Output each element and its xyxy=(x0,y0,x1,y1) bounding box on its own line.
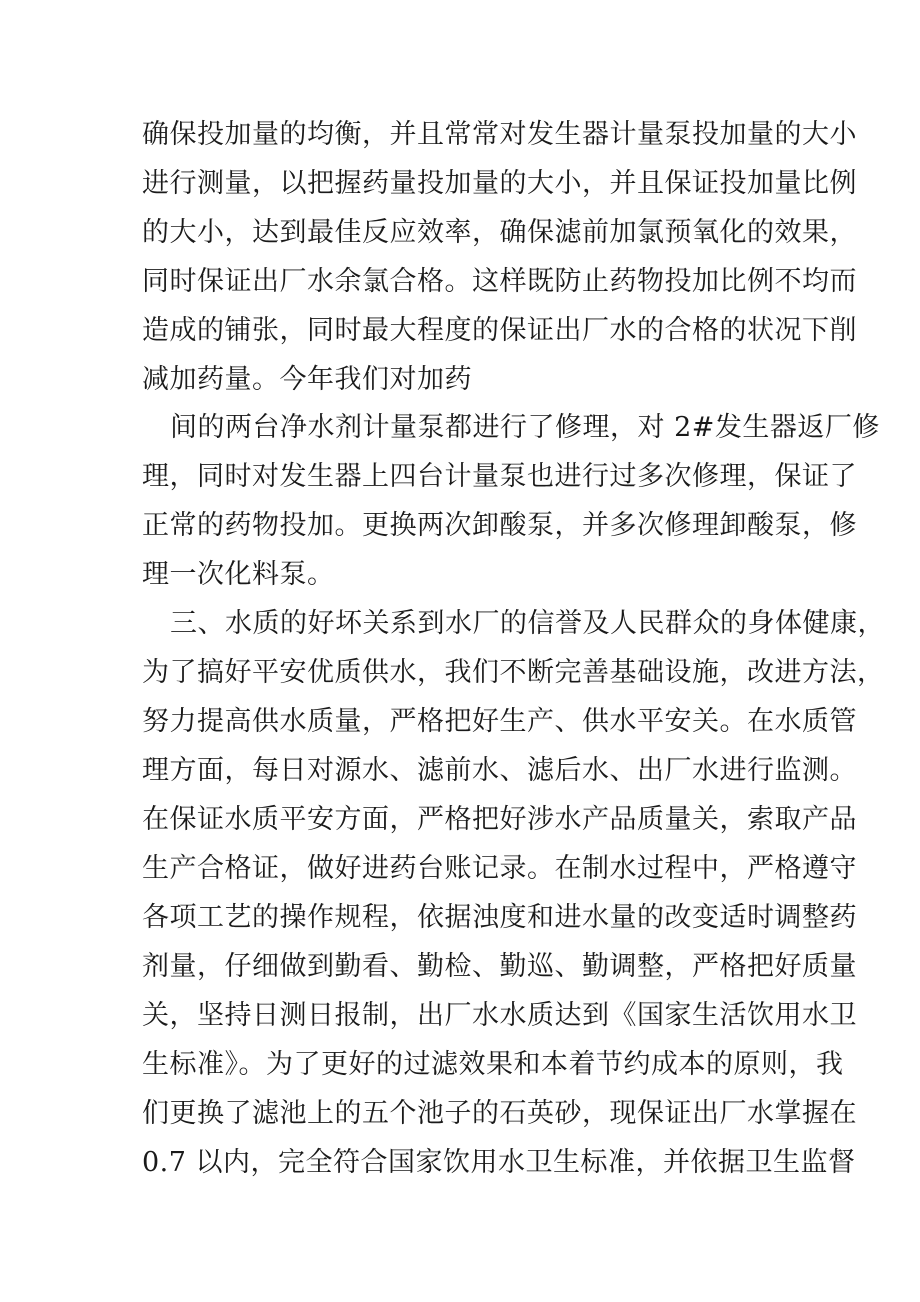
text-line: 减加药量。今年我们对加药 xyxy=(142,364,472,395)
text-line: 正常的药物投加。更换两次卸酸泵，并多次修理卸酸泵，修 xyxy=(142,510,857,541)
text-line: 理，同时对发生器上四台计量泵也进行过多次修理，保证了 xyxy=(142,461,857,492)
text-line: 理方面，每日对源水、滤前水、滤后水、出厂水进行监测。 xyxy=(142,755,857,786)
text-line: 努力提高供水质量，严格把好生产、供水平安关。在水质管 xyxy=(142,706,857,737)
text-line: 为了搞好平安优质供水，我们不断完善基础设施，改进方法， xyxy=(142,657,885,688)
text-line: 间的两台净水剂计量泵都进行了修理，对 2#发生器返厂修 xyxy=(170,412,880,443)
text-line: 理一次化料泵。 xyxy=(142,559,335,590)
text-line: 三、水质的好坏关系到水厂的信誉及人民群众的身体健康， xyxy=(170,608,885,639)
text-line: 造成的铺张，同时最大程度的保证出厂水的合格的状况下削 xyxy=(142,315,857,346)
text-line: 剂量，仔细做到勤看、勤检、勤巡、勤调整，严格把好质量 xyxy=(142,951,857,982)
text-line: 同时保证出厂水余氯合格。这样既防止药物投加比例不均而 xyxy=(142,266,857,297)
text-line: 各项工艺的操作规程，依据浊度和进水量的改变适时调整药 xyxy=(142,902,857,933)
text-line: 进行测量，以把握药量投加量的大小，并且保证投加量比例 xyxy=(142,168,857,199)
text-line: 关，坚持日测日报制，出厂水水质达到《国家生活饮用水卫 xyxy=(142,1000,857,1031)
text-line: 0.7 以内，完全符合国家饮用水卫生标准，并依据卫生监督 xyxy=(142,1147,856,1178)
text-line: 生产合格证，做好进药台账记录。在制水过程中，严格遵守 xyxy=(142,853,857,884)
text-line: 确保投加量的均衡，并且常常对发生器计量泵投加量的大小 xyxy=(142,119,857,150)
text-line: 的大小，达到最佳反应效率，确保滤前加氯预氧化的效果， xyxy=(142,217,857,248)
text-line: 生标准》。为了更好的过滤效果和本着节约成本的原则，我 xyxy=(142,1049,844,1080)
text-line: 们更换了滤池上的五个池子的石英砂，现保证出厂水掌握在 xyxy=(142,1098,857,1129)
text-line: 在保证水质平安方面，严格把好涉水产品质量关，索取产品 xyxy=(142,804,857,835)
